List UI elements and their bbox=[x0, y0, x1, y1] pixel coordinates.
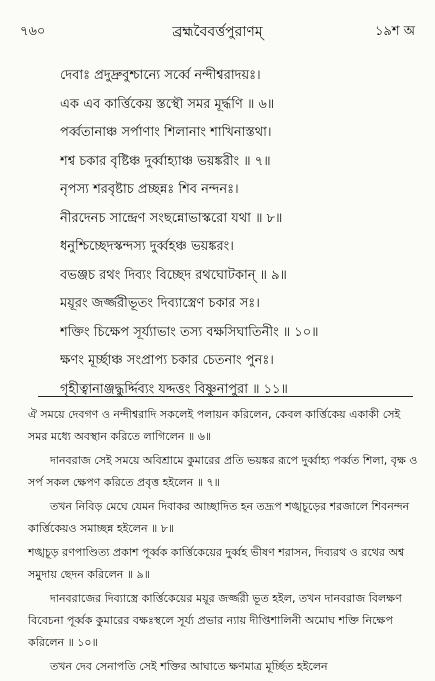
page-number: ৭৬০ bbox=[20, 24, 46, 39]
verse-line: ময়ূরং জর্জ্জরীভূতং দিব্যাস্ত্রেণ চকার সঃ। bbox=[60, 296, 260, 311]
verse-line: শশ্ব চকার বৃষ্টিঞ্চ দুর্ব্বাহ্যাঞ্চ ভয়ঙ্করীং ॥ ৭॥ bbox=[60, 153, 271, 169]
translation-paragraph: তখন নিবিড় মেঘে যেমন দিবাকর আচ্ছাদিত হন তদ্রূপ শঙ্খচূড়ের শরজালে শিবনন্দন কার্ত্তিকেয়ও সমাচ্ছন্ন হইলেন ॥ ৮॥ bbox=[28, 500, 410, 535]
verse-line: বভঞ্জচ রথং দিব্যং বিচ্ছেদ রথঘোটকান্ ॥ ৯॥ bbox=[60, 267, 287, 283]
verse-line: নীরদেনচ সান্দ্রেণ সংছন্নোভাস্করো যথা ॥ ৮॥ bbox=[60, 210, 283, 226]
verse-line: দেবাঃ প্রদুদ্রুবুশ্চান্যে সর্ব্বে নন্দীশ্বরাদয়ঃ। bbox=[60, 68, 261, 83]
verse-line: গৃহীত্বানাঞ্জদ্ধুর্দ্দিব্যং যদ্দত্তং বিষ্ণুনাপুরা ॥ ১১॥ bbox=[60, 381, 288, 397]
verse-line: ধনুশ্চিচ্ছেদস্কন্দস্য দুর্ব্বহঞ্চ ভয়ঙ্করং। bbox=[60, 239, 234, 254]
translation-paragraph: শঙ্খচূড় রণপাণ্ডিত্য প্রকাশ পূর্ব্বক কার্ত্তিকেয়ের দুর্ব্বহ ভীষণ শরাসন, দিব্যরথ ও রথের অশ্ব সমুদায় ছেদন করিলেন ॥ ৯॥ bbox=[28, 546, 405, 581]
translation-paragraph: দানবরাজের দিব্যাস্ত্রে কার্ত্তিকেয়ের ময়ূর জর্জ্জরী ভূত হইল, তখন দানবরাজ বিলক্ষণ বিবেচনা পূর্ব্বক কুমারের বক্ষঃস্থলে সূর্য্য প্রভার ন্যায় দীপ্তিশালিনী অমোঘ শক্তি নিক্ষেপ করিলেন ॥ ১০॥ bbox=[28, 592, 402, 649]
translation-paragraph: তখন দেব সেনাপতি সেই শক্তির আঘাতে ক্ষণমাত্র মূর্চ্ছিত হইলেন bbox=[50, 660, 328, 673]
translation-paragraph: ঐ সময়ে দেবগণ ও নন্দীশ্বরাদি সকলেই পলায়ন করিলেন, কেবল কার্ত্তিকেয় একাকী সেই সমর মধ্যে অবস্থান করিতে লাগিলেন ॥ ৬॥ bbox=[28, 408, 401, 443]
chapter-label: ১৯শ অ bbox=[375, 24, 415, 39]
verse-line: এক এব কার্ত্তিকেয় স্তস্থৌ সমর মূর্দ্ধণি ॥ ৬॥ bbox=[60, 96, 275, 112]
sanskrit-verses bbox=[60, 62, 425, 404]
page-header bbox=[20, 18, 415, 44]
verse-line: ক্ষণং মূর্চ্ছাঞ্চ সংপ্রাপ্য চকার চেতনাং পুনঃ। bbox=[60, 353, 274, 368]
verse-line: নৃপস্য শরবৃষ্টাচ প্রচ্ছন্নঃ শিব নন্দনঃ। bbox=[60, 182, 239, 197]
verse-line: শক্তিং চিক্ষেপ সূর্য্যাভাং তস্য বক্ষসিঘাতিনীং ॥ ১০॥ bbox=[60, 324, 319, 340]
bengali-translation bbox=[28, 404, 421, 680]
book-title: ব্রহ্মবৈবর্ত্তপুরাণম্ bbox=[172, 24, 263, 40]
translation-paragraph: দানবরাজ সেই সময়ে অবিশ্রামে কুমারের প্রতি ভয়ঙ্কর রূপে দুর্ব্বাহ্য পর্ব্বত শিলা, বৃক্ষ ও সর্প সকল ক্ষেপণ করিতে প্রবৃত্ত হইলেন ॥ ৭॥ bbox=[28, 454, 418, 489]
verse-line: পর্ব্বতানাঞ্চ সর্পাণাং শিলানাং শাখিনাস্তথা। bbox=[60, 125, 272, 140]
section-divider bbox=[38, 396, 413, 397]
